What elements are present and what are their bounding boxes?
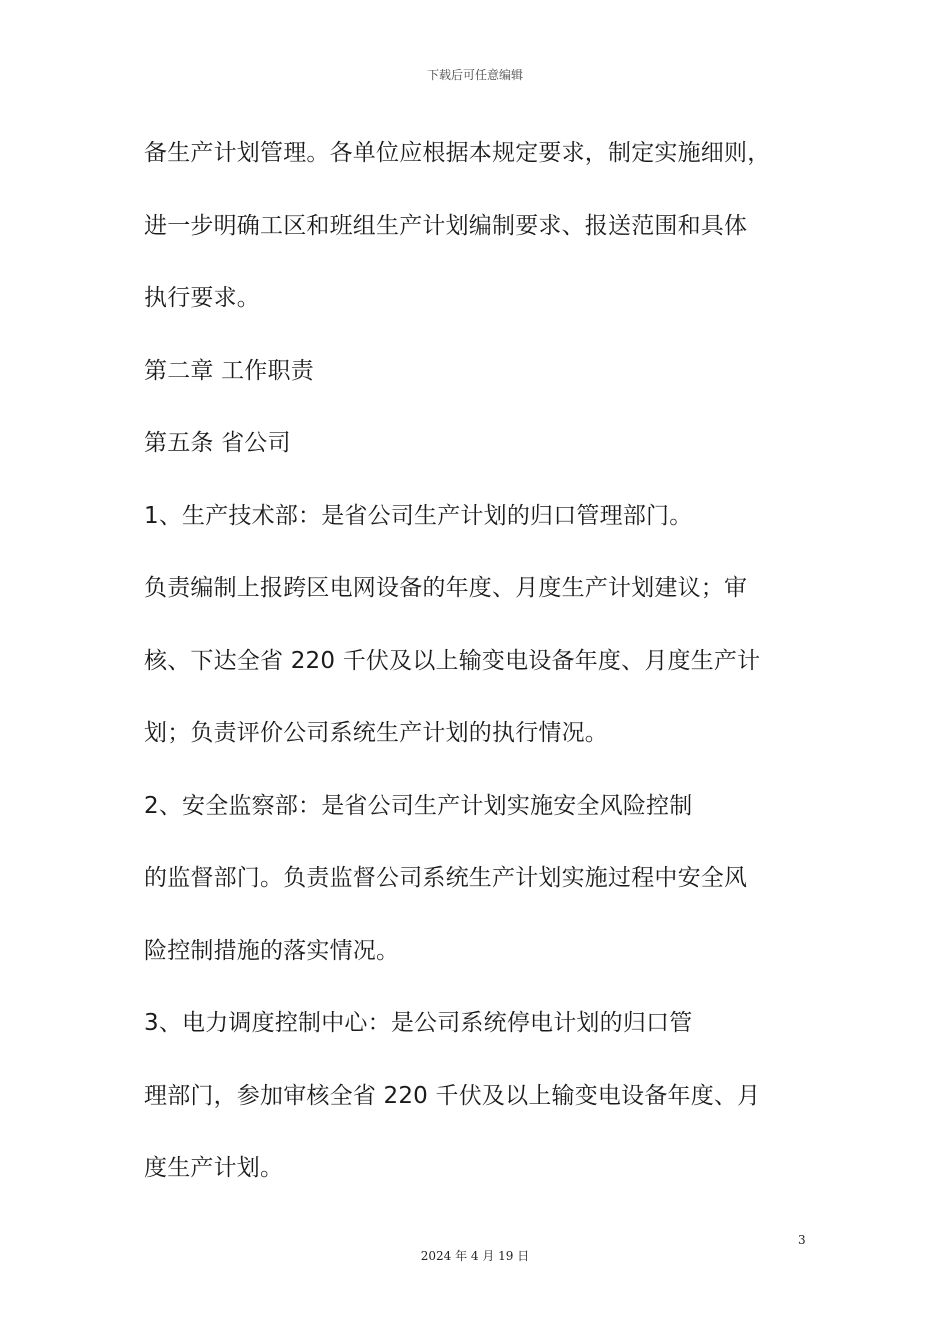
chapter-heading: 第二章 工作职责: [144, 357, 314, 384]
body-line: 执行要求。: [144, 285, 260, 311]
body-line: 进一步明确工区和班组生产计划编制要求、报送范围和具体: [144, 212, 748, 239]
footer-date: 2024 年 4 月 19 日: [420, 1249, 530, 1263]
body-line: 备生产计划管理。各单位应根据本规定要求，制定实施细则，: [144, 140, 771, 166]
body-line: 理部门，参加审核全省 220 千伏及以上输变电设备年度、月: [144, 1082, 761, 1109]
article-heading: 第五条 省公司: [144, 430, 291, 456]
body-line: 险控制措施的落实情况。: [144, 937, 400, 964]
page-header: 下载后可任意编辑: [426, 68, 523, 82]
body-line: 划；负责评价公司系统生产计划的执行情况。: [144, 720, 608, 746]
body-line: 核、下达全省 220 千伏及以上输变电设备年度、月度生产计: [144, 647, 761, 674]
body-line: 负责编制上报跨区电网设备的年度、月度生产计划建议；审: [144, 575, 748, 601]
document-body: [144, 130, 784, 1218]
body-line: 的监督部门。负责监督公司系统生产计划实施过程中安全风: [144, 865, 748, 891]
page-number: 3: [798, 1233, 806, 1247]
body-line: 2、安全监察部：是省公司生产计划实施安全风险控制: [144, 792, 693, 819]
body-line: 3、电力调度控制中心：是公司系统停电计划的归口管: [144, 1010, 693, 1036]
body-line: 度生产计划。: [144, 1155, 284, 1181]
body-line: 1、生产技术部：是省公司生产计划的归口管理部门。: [144, 502, 693, 529]
